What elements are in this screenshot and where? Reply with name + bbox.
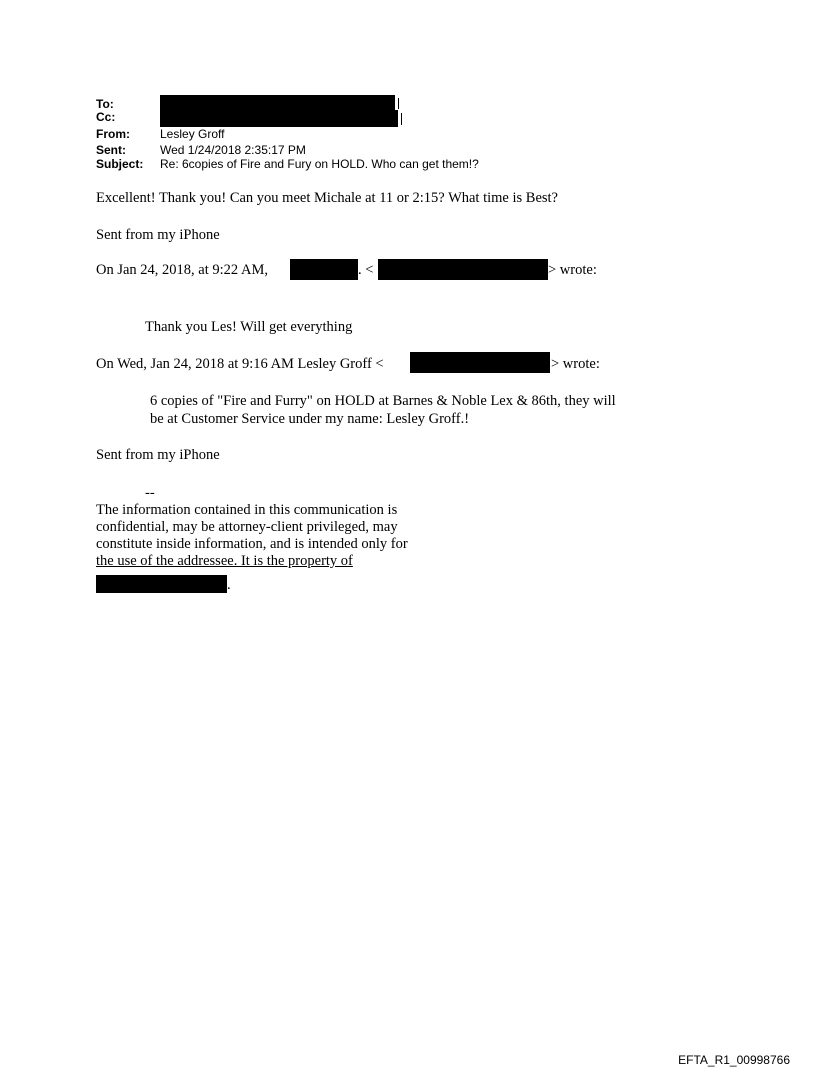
- reply-text: Excellent! Thank you! Can you meet Michale at 11 or 2:15? What time is Best?: [96, 190, 558, 206]
- cc-redaction: [160, 110, 398, 127]
- sent-value: Wed 1/24/2018 2:35:17 PM: [160, 143, 306, 157]
- document-id: EFTA_R1_00998766: [678, 1053, 790, 1067]
- disclaimer-line2: confidential, may be attorney-client privileged, may: [96, 519, 398, 535]
- quote1-attribution-suffix: > wrote:: [548, 262, 597, 278]
- disclaimer-line5-suffix: .: [227, 577, 231, 593]
- cc-redaction-edge: [401, 113, 402, 125]
- quote2-line2: be at Customer Service under my name: Lesley Groff.!: [150, 411, 470, 427]
- disclaimer-line4: the use of the addressee. It is the property of: [96, 553, 353, 569]
- quote2-attribution-suffix: > wrote:: [551, 356, 600, 372]
- to-redaction: [160, 95, 395, 110]
- to-label: To:: [96, 97, 114, 111]
- quote1-sender-redaction: [290, 259, 358, 280]
- quote2-email-redaction: [410, 352, 550, 373]
- quote2-line1: 6 copies of "Fire and Furry" on HOLD at Barnes & Noble Lex & 86th, they will: [150, 393, 616, 409]
- quote2-signature: Sent from my iPhone: [96, 447, 220, 463]
- from-label: From:: [96, 127, 130, 141]
- subject-value: Re: 6copies of Fire and Fury on HOLD. Who can get them!?: [160, 157, 479, 171]
- quote1-text: Thank you Les! Will get everything: [145, 319, 353, 335]
- reply-signature: Sent from my iPhone: [96, 227, 220, 243]
- disclaimer-company-redaction: [96, 575, 227, 593]
- cc-label: Cc:: [96, 110, 116, 124]
- to-redaction-edge: [398, 98, 399, 109]
- quote2-attribution-prefix: On Wed, Jan 24, 2018 at 9:16 AM Lesley Groff <: [96, 356, 384, 372]
- sent-label: Sent:: [96, 143, 126, 157]
- disclaimer-separator: --: [145, 485, 155, 501]
- quote1-attribution-mid: . <: [358, 262, 374, 278]
- quote1-attribution-prefix: On Jan 24, 2018, at 9:22 AM,: [96, 262, 268, 278]
- disclaimer-line3: constitute inside information, and is intended only for: [96, 536, 408, 552]
- quote1-email-redaction: [378, 259, 548, 280]
- subject-label: Subject:: [96, 157, 144, 171]
- disclaimer-line1: The information contained in this communication is: [96, 502, 398, 518]
- from-value: Lesley Groff: [160, 127, 225, 141]
